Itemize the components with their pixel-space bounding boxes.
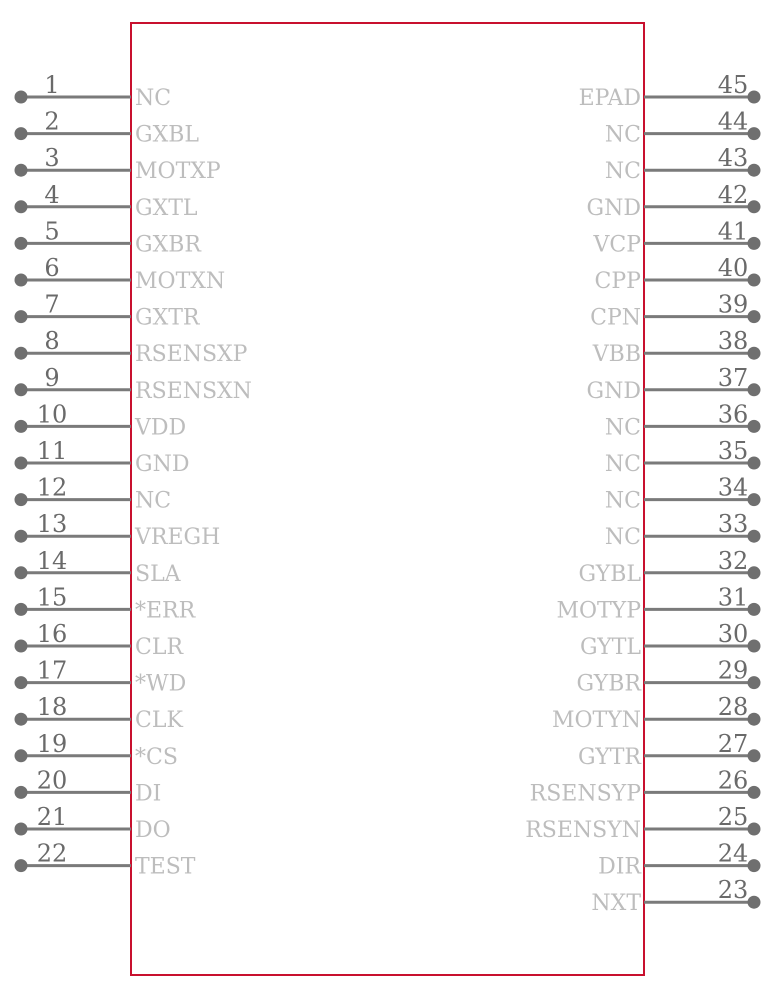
pin-endpoint-dot (748, 823, 761, 836)
pin-7 (15, 291, 201, 331)
pin-number: 18 (36, 693, 68, 722)
pin-endpoint-dot (15, 310, 28, 323)
pin-endpoint-dot (748, 310, 761, 323)
pin-name: VREGH (135, 525, 221, 551)
pin-number: 27 (717, 729, 749, 758)
pin-16 (15, 620, 185, 660)
pin-number: 29 (717, 656, 749, 685)
pin-number: 30 (717, 620, 749, 648)
pin-endpoint-dot (15, 823, 28, 836)
pin-33 (605, 510, 761, 550)
pin-endpoint-dot (748, 457, 761, 470)
pin-endpoint-dot (748, 347, 761, 360)
pin-34 (605, 474, 761, 514)
pin-number: 36 (717, 400, 749, 429)
pin-endpoint-dot (748, 896, 761, 909)
pin-number: 17 (36, 656, 68, 685)
pin-name: NC (604, 488, 641, 514)
pin-endpoint-dot (15, 164, 28, 177)
pin-name: GXBR (135, 232, 201, 258)
pin-endpoint-dot (748, 786, 761, 799)
pin-name: GYTL (580, 635, 641, 660)
pin-number: 40 (717, 254, 749, 282)
pin-10 (15, 400, 187, 440)
pin-name: CLR (135, 635, 184, 660)
pin-number: 6 (44, 254, 60, 282)
pin-number: 3 (44, 144, 60, 173)
pin-endpoint-dot (15, 457, 28, 470)
pin-endpoint-dot (15, 713, 28, 726)
pin-name: VBB (592, 342, 641, 368)
pin-3 (15, 144, 221, 184)
pin-endpoint-dot (748, 200, 761, 213)
pin-36 (605, 400, 761, 440)
pin-11 (15, 437, 190, 477)
pin-endpoint-dot (748, 676, 761, 689)
pin-name: *WD (135, 671, 187, 697)
pin-name: VDD (135, 415, 187, 441)
pin-number: 42 (717, 180, 749, 209)
pin-endpoint-dot (748, 127, 761, 140)
pin-name: CPN (590, 305, 641, 331)
pin-12 (15, 474, 172, 514)
pin-32 (579, 547, 761, 587)
pin-endpoint-dot (15, 640, 28, 653)
pin-6 (15, 254, 226, 294)
pin-number: 35 (717, 437, 749, 465)
pin-endpoint-dot (748, 530, 761, 543)
pin-number: 25 (717, 803, 749, 831)
pin-number: 31 (717, 583, 749, 612)
pin-number: 4 (44, 180, 60, 209)
pin-28 (552, 693, 761, 733)
pin-name: CLK (135, 708, 183, 734)
pin-name: MOTYN (551, 708, 641, 734)
pin-name: NC (604, 122, 641, 148)
pin-number: 8 (44, 327, 60, 356)
pin-number: 1 (44, 71, 60, 99)
pin-4 (15, 181, 198, 221)
pin-number: 14 (36, 546, 68, 575)
pin-endpoint-dot (748, 237, 761, 250)
pin-37 (587, 364, 761, 404)
pin-18 (15, 693, 184, 733)
pin-endpoint-dot (15, 493, 28, 506)
pin-endpoint-dot (748, 566, 761, 579)
pin-name: NC (604, 159, 641, 185)
pin-endpoint-dot (748, 91, 761, 104)
pin-number: 12 (36, 473, 68, 502)
pin-endpoint-dot (748, 383, 761, 396)
pin-name: GXTL (135, 195, 198, 221)
pin-14 (15, 547, 182, 587)
pin-number: 21 (36, 803, 68, 831)
pin-name: MOTXP (135, 159, 221, 185)
pin-name: GYBL (578, 561, 641, 587)
pin-31 (556, 583, 760, 623)
pin-13 (15, 510, 221, 550)
pin-name: GYBR (576, 671, 641, 697)
pin-number: 2 (44, 107, 60, 136)
pin-name: CPP (594, 269, 641, 294)
pin-number: 45 (717, 71, 749, 99)
pin-number: 20 (36, 766, 68, 795)
pin-number: 13 (36, 510, 68, 539)
pin-name: DI (135, 781, 162, 807)
pin-21 (15, 803, 171, 843)
pin-name: GXTR (135, 305, 200, 331)
pin-endpoint-dot (15, 786, 28, 799)
pin-endpoint-dot (748, 713, 761, 726)
pin-number: 34 (717, 473, 749, 502)
pin-endpoint-dot (15, 237, 28, 250)
pin-name: RSENSYP (529, 781, 641, 807)
pin-number: 28 (717, 693, 749, 722)
pin-endpoint-dot (15, 347, 28, 360)
pin-25 (525, 803, 760, 843)
pin-number: 43 (717, 144, 749, 173)
pin-name: TEST (135, 854, 196, 880)
pin-name: MOTYP (556, 598, 641, 624)
pin-name: NC (604, 525, 641, 551)
pin-22 (15, 840, 196, 880)
pin-number: 16 (36, 620, 68, 648)
pin-name: RSENSXP (135, 342, 248, 368)
pin-29 (577, 657, 761, 697)
pin-name: VCP (593, 232, 641, 258)
pin-name: RSENSYN (525, 818, 641, 843)
pin-1 (15, 71, 172, 111)
pin-number: 24 (717, 839, 749, 868)
pin-endpoint-dot (15, 566, 28, 579)
pin-name: GYTR (578, 744, 641, 770)
pin-endpoint-dot (748, 859, 761, 872)
pin-24 (598, 840, 760, 880)
pin-26 (530, 766, 761, 806)
pin-name: DO (135, 818, 171, 843)
pin-endpoint-dot (15, 200, 28, 213)
pin-endpoint-dot (748, 493, 761, 506)
pin-39 (590, 291, 760, 331)
pin-number: 10 (36, 400, 68, 429)
pin-endpoint-dot (748, 640, 761, 653)
pin-name: EPAD (578, 86, 641, 111)
pin-endpoint-dot (748, 164, 761, 177)
pin-23 (591, 876, 760, 916)
pin-name: NC (604, 415, 641, 441)
right-pin-column (525, 71, 760, 916)
pin-45 (579, 71, 761, 111)
pin-endpoint-dot (15, 749, 28, 762)
pin-number: 44 (717, 107, 749, 136)
pin-5 (15, 217, 203, 257)
pin-number: 5 (44, 217, 60, 246)
pin-38 (592, 327, 761, 367)
pin-number: 19 (36, 729, 68, 758)
pin-20 (15, 766, 162, 806)
left-pin-column (15, 71, 252, 880)
pin-number: 38 (717, 327, 749, 356)
pin-name: NXT (591, 891, 641, 917)
pin-endpoint-dot (748, 420, 761, 433)
pin-41 (592, 217, 760, 257)
pin-27 (578, 730, 760, 770)
pin-name: NC (135, 488, 172, 514)
pin-endpoint-dot (15, 676, 28, 689)
pin-name: *ERR (135, 598, 196, 624)
pin-name: NC (604, 452, 641, 477)
pin-name: GXBL (135, 122, 200, 148)
pin-30 (580, 620, 761, 660)
pin-name: GND (135, 452, 190, 477)
pin-name: MOTXN (135, 269, 226, 294)
pin-number: 9 (44, 363, 60, 392)
pin-35 (605, 437, 761, 477)
pin-number: 11 (36, 437, 68, 465)
pin-number: 41 (717, 217, 749, 246)
pin-endpoint-dot (15, 603, 28, 616)
pin-number: 7 (44, 290, 60, 319)
pin-44 (605, 108, 761, 148)
pin-endpoint-dot (748, 274, 761, 287)
pin-9 (15, 364, 252, 404)
pin-name: RSENSXN (135, 378, 252, 404)
pin-number: 26 (717, 766, 749, 795)
pin-number: 23 (717, 876, 749, 905)
pin-number: 37 (717, 363, 749, 392)
pin-name: *CS (135, 744, 178, 770)
pin-42 (587, 181, 761, 221)
pin-endpoint-dot (15, 127, 28, 140)
pin-endpoint-dot (748, 603, 761, 616)
pin-name: NC (135, 86, 172, 111)
pin-name: DIR (598, 854, 641, 880)
pin-40 (595, 254, 761, 294)
pin-17 (15, 657, 187, 697)
pin-name: SLA (135, 561, 181, 587)
pin-number: 32 (717, 546, 749, 575)
pin-number: 39 (717, 290, 749, 319)
pin-endpoint-dot (15, 859, 28, 872)
pin-name: GND (586, 378, 641, 404)
pin-name: GND (586, 195, 641, 221)
pin-endpoint-dot (15, 530, 28, 543)
pin-2 (15, 108, 200, 148)
pin-endpoint-dot (748, 749, 761, 762)
pin-19 (15, 730, 178, 770)
pin-number: 15 (36, 583, 68, 612)
pin-endpoint-dot (15, 383, 28, 396)
pin-endpoint-dot (15, 420, 28, 433)
pin-endpoint-dot (15, 91, 28, 104)
pin-43 (605, 144, 761, 184)
pin-number: 33 (717, 510, 749, 539)
pin-number: 22 (36, 839, 68, 868)
pin-15 (15, 583, 197, 623)
pin-endpoint-dot (15, 274, 28, 287)
